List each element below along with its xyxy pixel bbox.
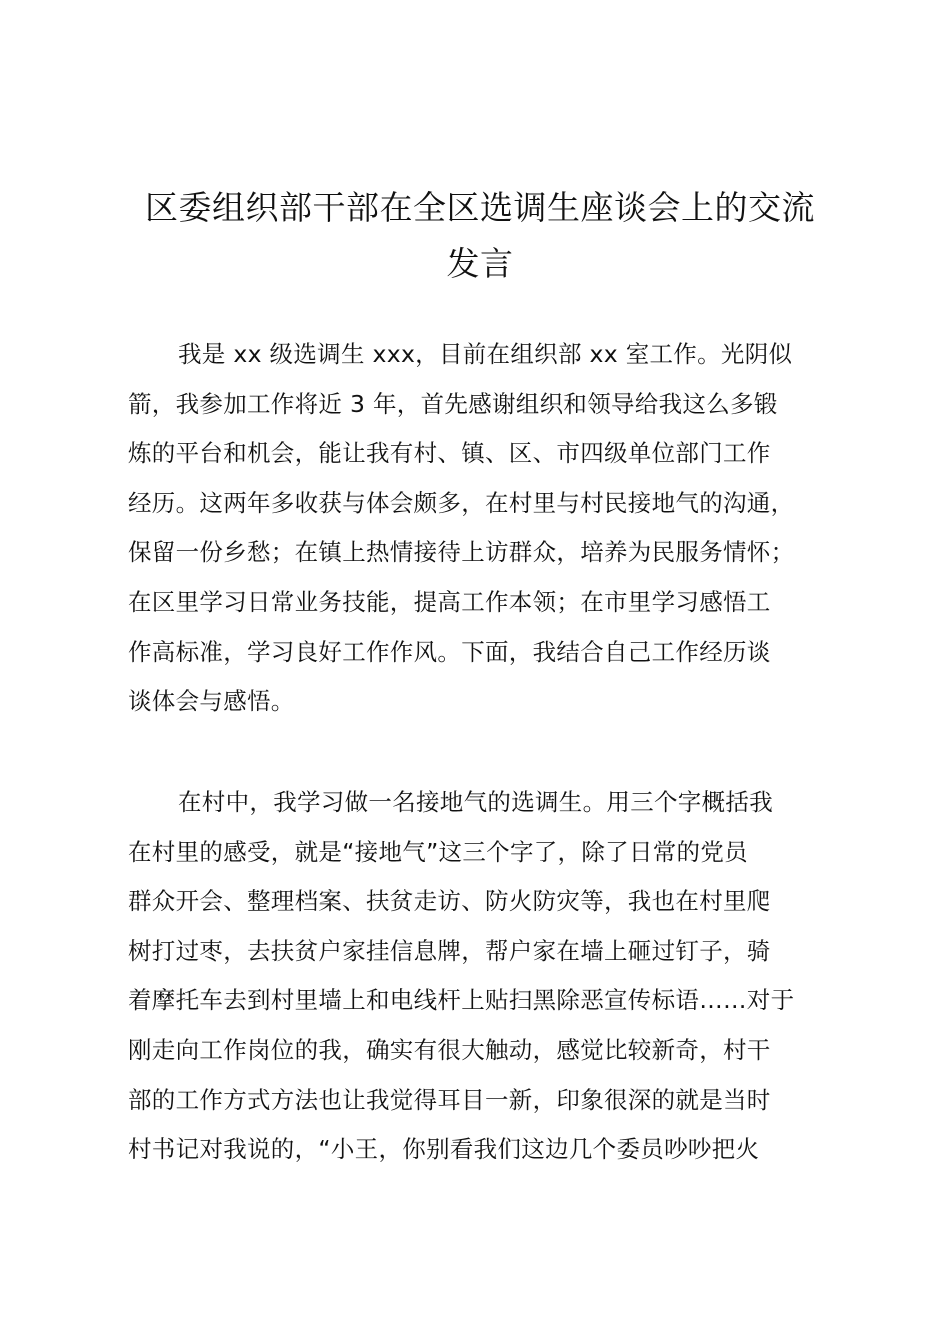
- paragraph-line: 炼的平台和机会，能让我有村、镇、区、市四级单位部门工作: [128, 439, 771, 468]
- paragraph-line: 谈体会与感悟。: [128, 687, 295, 716]
- paragraph-line: 树打过枣，去扶贫户家挂信息牌，帮户家在墙上砸过钉子，骑: [128, 936, 771, 965]
- title-line-2: 发言: [446, 244, 514, 283]
- paragraph-line: 我是 xx 级选调生 xxx，目前在组织部 xx 室工作。光阴似: [178, 340, 793, 368]
- paragraph-line: 部的工作方式方法也让我觉得耳目一新，印象很深的就是当时: [128, 1085, 771, 1114]
- paragraph-line: 群众开会、整理档案、扶贫走访、防火防灾等，我也在村里爬: [128, 887, 771, 916]
- paragraph-line: 刚走向工作岗位的我，确实有很大触动，感觉比较新奇，村干: [128, 1035, 771, 1064]
- title-line-1: 区委组织部干部在全区选调生座谈会上的交流: [145, 188, 815, 227]
- paragraph-intro: [128, 330, 858, 727]
- paragraph-line: 村书记对我说的，“小王，你别看我们这边几个委员吵吵把火: [128, 1135, 760, 1164]
- paragraph-line: 作高标准，学习良好工作作风。下面，我结合自己工作经历谈: [128, 637, 771, 666]
- paragraph-village: [128, 778, 858, 1175]
- paragraph-line: 经历。这两年多收获与体会颇多，在村里与村民接地气的沟通，: [128, 488, 795, 517]
- paragraph-line: 在村中，我学习做一名接地气的选调生。用三个字概括我: [178, 788, 773, 816]
- paragraph-line: 在区里学习日常业务技能，提高工作本领；在市里学习感悟工: [128, 587, 771, 616]
- paragraph-line: 在村里的感受，就是“接地气”这三个字了，除了日常的党员: [128, 837, 748, 866]
- paragraph-line: 箭，我参加工作将近 3 年，首先感谢组织和领导给我这么多锻: [128, 389, 778, 418]
- paragraph-line: 着摩托车去到村里墙上和电线杆上贴扫黑除恶宣传标语……对于: [128, 986, 795, 1015]
- document-title: [120, 180, 840, 292]
- paragraph-line: 保留一份乡愁；在镇上热情接待上访群众，培养为民服务情怀；: [128, 538, 795, 567]
